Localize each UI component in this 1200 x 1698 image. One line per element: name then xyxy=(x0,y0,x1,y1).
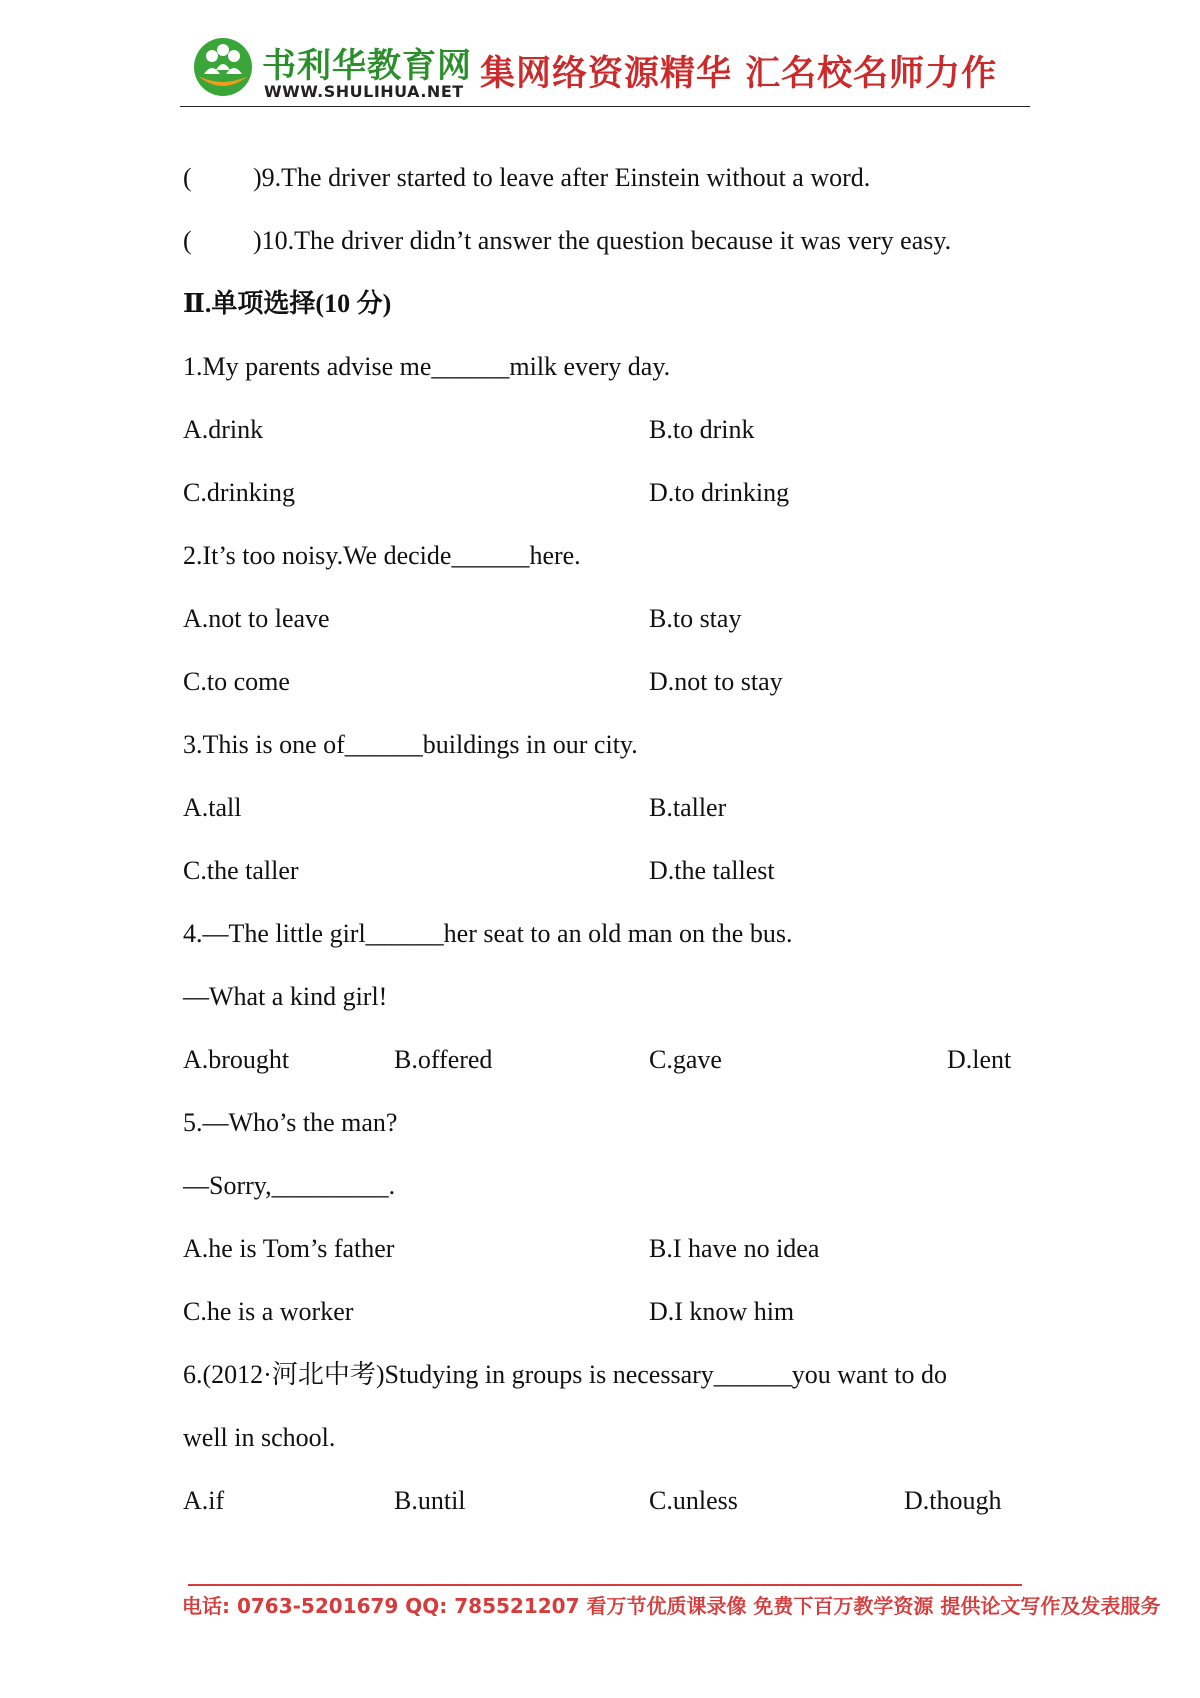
footer-divider xyxy=(188,1584,1022,1586)
section-heading: Ⅱ.单项选择(10 分) xyxy=(183,289,392,318)
option-b: B.to drink xyxy=(649,415,755,444)
tf-item-text: )10.The driver didn’t answer the question because it was very easy. xyxy=(253,226,952,255)
option-a: A.brought xyxy=(183,1045,290,1074)
option-c: C.the taller xyxy=(183,856,299,885)
question-stem-continued: well in school. xyxy=(183,1423,336,1452)
tf-item-10 xyxy=(183,226,951,256)
option-a: A.he is Tom’s father xyxy=(183,1234,395,1263)
question-stem: 6.(2012·河北中考)Studying in groups is necessary______you want to do xyxy=(183,1360,948,1389)
option-d: D.not to stay xyxy=(649,667,783,696)
header-slogan: 集网络资源精华 汇名校名师力作 xyxy=(480,54,998,94)
option-c: C.he is a worker xyxy=(183,1297,354,1326)
question-stem: 1.My parents advise me______milk every day. xyxy=(183,352,671,381)
shulihua-logo-icon xyxy=(192,36,254,98)
option-d: D.the tallest xyxy=(649,856,775,885)
option-d: D.though xyxy=(904,1486,1002,1515)
option-c: C.drinking xyxy=(183,478,295,507)
option-b: B.to stay xyxy=(649,604,742,633)
option-c: C.gave xyxy=(649,1045,722,1074)
option-b: B.taller xyxy=(649,793,727,822)
option-d: D.I know him xyxy=(649,1297,795,1326)
tf-item-9 xyxy=(183,163,870,193)
brand-name: 书利华教育网 xyxy=(262,46,472,86)
option-d: D.lent xyxy=(947,1045,1012,1074)
answer-blank: ( xyxy=(183,226,192,255)
option-b: B.offered xyxy=(394,1045,493,1074)
answer-blank: ( xyxy=(183,163,192,192)
brand-url: WWW.SHULIHUA.NET xyxy=(264,82,464,101)
question-stem: 2.It’s too noisy.We decide______here. xyxy=(183,541,581,570)
option-d: D.to drinking xyxy=(649,478,790,507)
option-b: B.until xyxy=(394,1486,466,1515)
header-divider xyxy=(180,106,1030,107)
question-stem: 5.—Who’s the man? xyxy=(183,1108,398,1137)
question-response: —Sorry,_________. xyxy=(183,1171,396,1200)
question-stem: 3.This is one of______buildings in our city. xyxy=(183,730,638,759)
option-b: B.I have no idea xyxy=(649,1234,820,1263)
footer-contact: 电话: 0763-5201679 QQ: 785521207 看万节优质课录像 免费下百万教学资源 提供论文写作及发表服务 xyxy=(182,1594,1161,1618)
option-a: A.drink xyxy=(183,415,264,444)
question-stem: 4.—The little girl______her seat to an old man on the bus. xyxy=(183,919,793,948)
option-a: A.tall xyxy=(183,793,242,822)
option-a: A.if xyxy=(183,1486,225,1515)
option-c: C.to come xyxy=(183,667,290,696)
option-a: A.not to leave xyxy=(183,604,330,633)
tf-item-text: )9.The driver started to leave after Einstein without a word. xyxy=(253,163,871,192)
page-header xyxy=(180,28,1030,108)
option-c: C.unless xyxy=(649,1486,738,1515)
question-response: —What a kind girl! xyxy=(183,982,388,1011)
